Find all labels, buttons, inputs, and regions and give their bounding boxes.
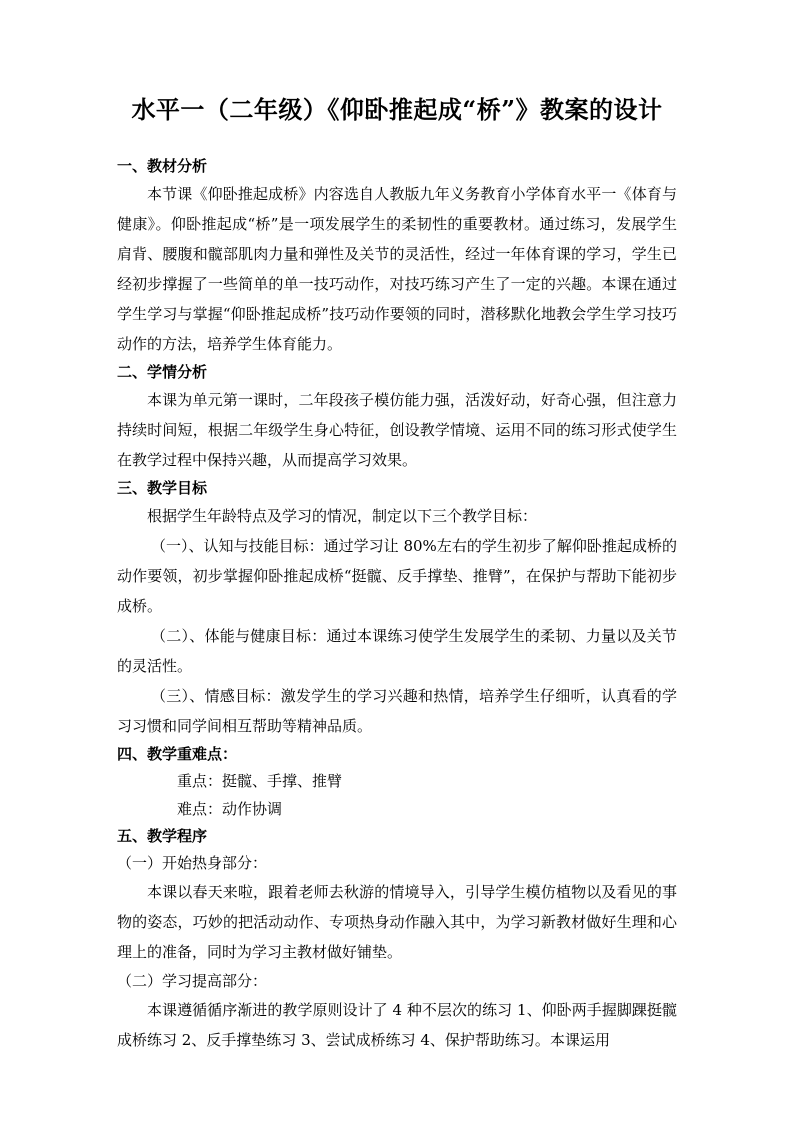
paragraph-student-analysis: 本课为单元第一课时，二年段孩子模仿能力强，活泼好动，好奇心强，但注意力持续时间短，根据二年级学生身心特征，创设教学情境、运用不同的练习形式使学生在教学过程中保持兴趣，从而提高学习效果。 (117, 391, 677, 469)
paragraph-textbook-analysis: 本节课《仰卧推起成桥》内容选自人教版九年义务教育小学体育水平一《体育与健康》。仰卧推起成“桥”是一项发展学生的柔韧性的重要教材。通过练习，发展学生肩背、腰腹和髋部肌肉力量和弹性及关节的灵活性，经过一年体育课的学习，学生已经初步撑握了一些简单的单一技巧动作，对技巧练习产生了一定的兴趣。本课在通过学生学习与掌握“仰卧推起成桥”技巧动作要领的同时，潜移默化地教会学生学习技巧动作的方法，培养学生体育能力。 (117, 185, 677, 353)
section-heading-key-points: 四、教学重难点： (117, 745, 238, 763)
document-body (117, 153, 677, 1055)
subheading-warmup: （一）开始热身部分： (117, 854, 268, 872)
paragraph-goal-physical: （二）、体能与健康目标：通过本课练习使学生发展学生的柔韧、力量以及关节的灵活性。 (117, 627, 677, 675)
section-heading-teaching-procedure: 五、教学程序 (117, 827, 208, 845)
key-point-line: 重点：挺髋、手撑、推臂 (177, 772, 343, 790)
section-heading-student-analysis: 二、学情分析 (117, 363, 208, 381)
section-heading-textbook-analysis: 一、教材分析 (117, 157, 208, 175)
paragraph-warmup: 本课以春天来啦，跟着老师去秋游的情境导入，引导学生模仿植物以及看见的事物的姿态，巧妙的把活动动作、专项热身动作融入其中，为学习新教材做好生理和心理上的准备，同时为学习主教材做好铺垫。 (117, 883, 677, 961)
paragraph-learning: 本课遵循循序渐进的教学原则设计了 4 种不层次的练习 1、仰卧两手握脚踝挺髋成桥练习 2、反手撑垫练习 3、尝试成桥练习 4、保护帮助练习。本课运用 (117, 1001, 677, 1049)
paragraph-goal-cognitive: （一）、认知与技能目标：通过学习让 80%左右的学生初步了解仰卧推起成桥的动作要领，初步掌握仰卧推起成桥“挺髋、反手撑垫、推臂”，在保护与帮助下能初步成桥。 (117, 537, 677, 615)
subheading-learning: （二）学习提高部分： (117, 972, 268, 990)
paragraph-goals-intro: 根据学生年龄特点及学习的情况，制定以下三个教学目标： (147, 507, 538, 525)
document-title: 水平一（二年级）《仰卧推起成“桥”》教案的设计 (131, 95, 663, 124)
section-heading-teaching-goals: 三、教学目标 (117, 479, 208, 497)
paragraph-goal-emotional: （三）、情感目标：激发学生的学习兴趣和热情，培养学生仔细听，认真看的学习习惯和同学间相互帮助等精神品质。 (117, 687, 677, 735)
difficulty-line: 难点：动作协调 (177, 800, 283, 818)
